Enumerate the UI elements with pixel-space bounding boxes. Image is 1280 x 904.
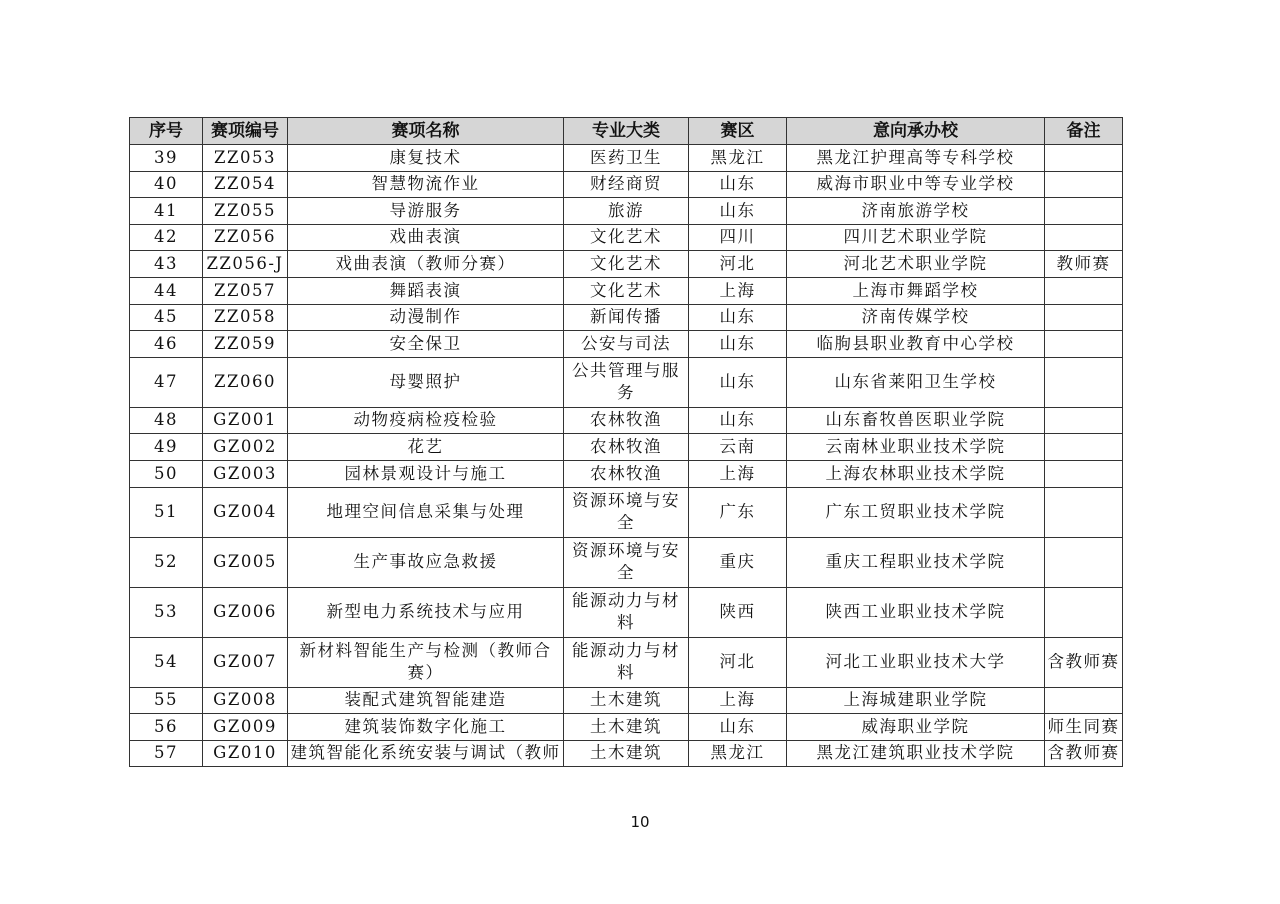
competition-code-cell: GZ010 (203, 740, 288, 767)
competition-code-cell: GZ003 (203, 460, 288, 487)
note-cell (1045, 171, 1123, 198)
competition-name-cell: 生产事故应急救援 (288, 537, 564, 587)
competition-code-cell: ZZ060 (203, 357, 288, 407)
table-row (130, 714, 1123, 741)
note-cell: 含教师赛 (1045, 637, 1123, 687)
competition-name-cell: 建筑智能化系统安装与调试（教师 (288, 740, 564, 767)
host-school-cell: 山东畜牧兽医职业学院 (787, 407, 1045, 434)
row-number-cell: 52 (130, 537, 203, 587)
row-number-cell: 47 (130, 357, 203, 407)
row-number-cell: 41 (130, 198, 203, 225)
note-cell (1045, 487, 1123, 537)
competition-code-cell: GZ007 (203, 637, 288, 687)
table-row (130, 407, 1123, 434)
table-row (130, 224, 1123, 251)
note-cell (1045, 224, 1123, 251)
note-cell (1045, 304, 1123, 331)
header-note: 备注 (1045, 118, 1123, 145)
row-number-cell: 54 (130, 637, 203, 687)
table-row (130, 687, 1123, 714)
competition-code-cell: GZ009 (203, 714, 288, 741)
category-cell: 土木建筑 (564, 740, 689, 767)
category-cell: 资源环境与安全 (564, 537, 689, 587)
header-name: 赛项名称 (288, 118, 564, 145)
row-number-cell: 46 (130, 331, 203, 358)
region-cell: 山东 (689, 714, 787, 741)
note-cell: 教师赛 (1045, 251, 1123, 278)
host-school-cell: 黑龙江建筑职业技术学院 (787, 740, 1045, 767)
category-cell: 财经商贸 (564, 171, 689, 198)
row-number-cell: 40 (130, 171, 203, 198)
competition-name-cell: 地理空间信息采集与处理 (288, 487, 564, 537)
header-region: 赛区 (689, 118, 787, 145)
note-cell (1045, 460, 1123, 487)
row-number-cell: 44 (130, 277, 203, 304)
competition-name-cell: 装配式建筑智能建造 (288, 687, 564, 714)
region-cell: 上海 (689, 277, 787, 304)
row-number-cell: 43 (130, 251, 203, 278)
region-cell: 山东 (689, 198, 787, 225)
competition-code-cell: ZZ056 (203, 224, 288, 251)
category-cell: 资源环境与安全 (564, 487, 689, 537)
note-cell (1045, 587, 1123, 637)
category-cell: 旅游 (564, 198, 689, 225)
category-cell: 农林牧渔 (564, 407, 689, 434)
table-row (130, 740, 1123, 767)
competition-name-cell: 动物疫病检疫检验 (288, 407, 564, 434)
host-school-cell: 威海职业学院 (787, 714, 1045, 741)
host-school-cell: 威海市职业中等专业学校 (787, 171, 1045, 198)
competition-code-cell: ZZ059 (203, 331, 288, 358)
region-cell: 上海 (689, 460, 787, 487)
region-cell: 山东 (689, 331, 787, 358)
competition-code-cell: ZZ056-J (203, 251, 288, 278)
region-cell: 广东 (689, 487, 787, 537)
competition-code-cell: ZZ054 (203, 171, 288, 198)
table-row (130, 171, 1123, 198)
note-cell (1045, 357, 1123, 407)
region-cell: 陕西 (689, 587, 787, 637)
table-row (130, 637, 1123, 687)
host-school-cell: 四川艺术职业学院 (787, 224, 1045, 251)
competition-name-cell: 康复技术 (288, 145, 564, 172)
note-cell (1045, 687, 1123, 714)
category-cell: 文化艺术 (564, 224, 689, 251)
table-row (130, 460, 1123, 487)
category-cell: 公安与司法 (564, 331, 689, 358)
region-cell: 黑龙江 (689, 740, 787, 767)
category-cell: 能源动力与材料 (564, 637, 689, 687)
category-cell: 土木建筑 (564, 714, 689, 741)
region-cell: 重庆 (689, 537, 787, 587)
competition-name-cell: 母婴照护 (288, 357, 564, 407)
host-school-cell: 上海城建职业学院 (787, 687, 1045, 714)
competition-name-cell: 园林景观设计与施工 (288, 460, 564, 487)
region-cell: 黑龙江 (689, 145, 787, 172)
region-cell: 河北 (689, 251, 787, 278)
category-cell: 农林牧渔 (564, 460, 689, 487)
category-cell: 能源动力与材料 (564, 587, 689, 637)
host-school-cell: 广东工贸职业技术学院 (787, 487, 1045, 537)
competition-table (129, 117, 1123, 767)
note-cell (1045, 537, 1123, 587)
table-row (130, 357, 1123, 407)
competition-name-cell: 戏曲表演 (288, 224, 564, 251)
category-cell: 文化艺术 (564, 251, 689, 278)
host-school-cell: 云南林业职业技术学院 (787, 434, 1045, 461)
competition-name-cell: 舞蹈表演 (288, 277, 564, 304)
host-school-cell: 重庆工程职业技术学院 (787, 537, 1045, 587)
competition-name-cell: 动漫制作 (288, 304, 564, 331)
host-school-cell: 上海市舞蹈学校 (787, 277, 1045, 304)
row-number-cell: 48 (130, 407, 203, 434)
table-row (130, 487, 1123, 537)
table-row (130, 587, 1123, 637)
host-school-cell: 黑龙江护理高等专科学校 (787, 145, 1045, 172)
region-cell: 河北 (689, 637, 787, 687)
row-number-cell: 45 (130, 304, 203, 331)
competition-name-cell: 新型电力系统技术与应用 (288, 587, 564, 637)
table-row (130, 304, 1123, 331)
header-category: 专业大类 (564, 118, 689, 145)
header-no: 序号 (130, 118, 203, 145)
region-cell: 四川 (689, 224, 787, 251)
row-number-cell: 49 (130, 434, 203, 461)
row-number-cell: 42 (130, 224, 203, 251)
category-cell: 农林牧渔 (564, 434, 689, 461)
row-number-cell: 56 (130, 714, 203, 741)
page-number: 10 (630, 813, 650, 831)
competition-code-cell: ZZ057 (203, 277, 288, 304)
competition-code-cell: ZZ058 (203, 304, 288, 331)
table-body (130, 145, 1123, 767)
header-code: 赛项编号 (203, 118, 288, 145)
host-school-cell: 济南传媒学校 (787, 304, 1045, 331)
competition-code-cell: GZ005 (203, 537, 288, 587)
note-cell (1045, 277, 1123, 304)
host-school-cell: 河北工业职业技术大学 (787, 637, 1045, 687)
competition-code-cell: GZ008 (203, 687, 288, 714)
note-cell: 师生同赛 (1045, 714, 1123, 741)
competition-code-cell: ZZ055 (203, 198, 288, 225)
row-number-cell: 50 (130, 460, 203, 487)
competition-code-cell: GZ002 (203, 434, 288, 461)
note-cell (1045, 434, 1123, 461)
table-row (130, 277, 1123, 304)
note-cell: 含教师赛 (1045, 740, 1123, 767)
note-cell (1045, 198, 1123, 225)
table-row (130, 434, 1123, 461)
region-cell: 上海 (689, 687, 787, 714)
note-cell (1045, 145, 1123, 172)
header-school: 意向承办校 (787, 118, 1045, 145)
host-school-cell: 上海农林职业技术学院 (787, 460, 1045, 487)
host-school-cell: 济南旅游学校 (787, 198, 1045, 225)
table-row (130, 198, 1123, 225)
row-number-cell: 55 (130, 687, 203, 714)
row-number-cell: 57 (130, 740, 203, 767)
region-cell: 山东 (689, 171, 787, 198)
table-row (130, 537, 1123, 587)
region-cell: 山东 (689, 304, 787, 331)
note-cell (1045, 331, 1123, 358)
table-row (130, 251, 1123, 278)
region-cell: 山东 (689, 407, 787, 434)
category-cell: 文化艺术 (564, 277, 689, 304)
host-school-cell: 河北艺术职业学院 (787, 251, 1045, 278)
competition-name-cell: 导游服务 (288, 198, 564, 225)
row-number-cell: 53 (130, 587, 203, 637)
competition-code-cell: GZ004 (203, 487, 288, 537)
competition-name-cell: 花艺 (288, 434, 564, 461)
competition-name-cell: 新材料智能生产与检测（教师合赛） (288, 637, 564, 687)
table-header-row (130, 118, 1123, 145)
category-cell: 医药卫生 (564, 145, 689, 172)
competition-name-cell: 安全保卫 (288, 331, 564, 358)
category-cell: 公共管理与服务 (564, 357, 689, 407)
competition-code-cell: GZ001 (203, 407, 288, 434)
competition-code-cell: ZZ053 (203, 145, 288, 172)
category-cell: 新闻传播 (564, 304, 689, 331)
host-school-cell: 陕西工业职业技术学院 (787, 587, 1045, 637)
region-cell: 云南 (689, 434, 787, 461)
competition-code-cell: GZ006 (203, 587, 288, 637)
table-row (130, 145, 1123, 172)
host-school-cell: 临朐县职业教育中心学校 (787, 331, 1045, 358)
note-cell (1045, 407, 1123, 434)
host-school-cell: 山东省莱阳卫生学校 (787, 357, 1045, 407)
row-number-cell: 39 (130, 145, 203, 172)
competition-name-cell: 戏曲表演（教师分赛） (288, 251, 564, 278)
region-cell: 山东 (689, 357, 787, 407)
category-cell: 土木建筑 (564, 687, 689, 714)
competition-name-cell: 智慧物流作业 (288, 171, 564, 198)
row-number-cell: 51 (130, 487, 203, 537)
table-row (130, 331, 1123, 358)
competition-name-cell: 建筑装饰数字化施工 (288, 714, 564, 741)
